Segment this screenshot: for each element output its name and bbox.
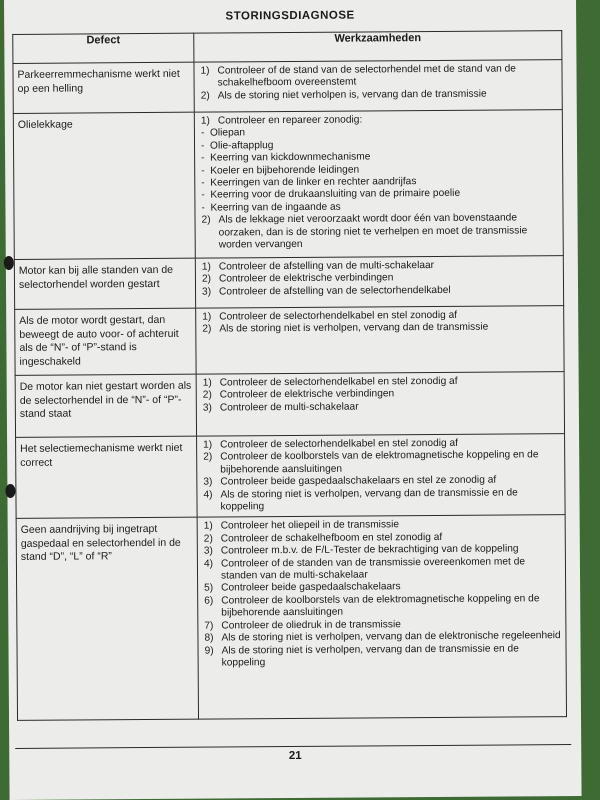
work-item-number: 4) [203, 558, 214, 570]
work-item-text: Controleer de oliedruk in de transmissie [221, 618, 401, 632]
work-item-text: Controleer beide gaspedaalschakelaars [221, 581, 401, 594]
work-item [200, 63, 557, 90]
work-cell [196, 306, 564, 375]
defect-cell: Olielekkage [13, 112, 195, 259]
work-item-number: 6) [204, 595, 214, 607]
binder-hole [4, 256, 14, 270]
defect-cell: De motor kan niet gestart worden als de selectorhendel in de “N”- of “P”-stand staat [15, 374, 196, 437]
work-item-number: 1) [200, 115, 210, 127]
work-item-number: 3) [203, 476, 213, 488]
work-item [205, 643, 562, 670]
work-item-number: 2) [202, 323, 212, 336]
work-item-text: Olie-aftapplug [209, 139, 274, 152]
work-item [202, 212, 559, 252]
work-item-number: 2) [201, 214, 211, 226]
defect-cell: Het selectiemechanisme werkt niet correct [16, 436, 198, 519]
defect-header: Defect [13, 33, 194, 63]
work-item-number: 4) [203, 489, 213, 501]
work-item [204, 556, 561, 583]
work-item-text: Keerring van de ingaande as [210, 201, 341, 214]
work-item-text: Controleer de schakelhefboom en stel zonodig af [220, 531, 443, 545]
work-cell [195, 256, 563, 309]
table-row [16, 434, 566, 519]
work-cell [194, 110, 563, 259]
work-item-number: 2) [201, 273, 212, 286]
work-item-text: Controleer de selectorhendelkabel en stel zonodig af [219, 309, 458, 323]
table-row [13, 60, 562, 114]
work-item-number: 1) [203, 520, 213, 533]
work-item-number: 2) [200, 90, 210, 102]
work-item-number: - [200, 128, 205, 140]
work-item-number: 3) [202, 286, 212, 298]
work-item-number: - [200, 140, 205, 152]
table-row [15, 306, 564, 376]
work-item-text: Als de storing niet verholpen is, vervang dan de transmissie [217, 88, 487, 102]
work-item-number: - [201, 190, 205, 202]
work-cell [194, 60, 562, 113]
work-item-text: Koeler en bijbehorende leidingen [210, 164, 360, 177]
work-item-text: Als de storing niet is verholpen, vervang dan de elektronische regeleenheid [221, 630, 561, 644]
work-item [203, 487, 560, 514]
work-item [202, 322, 559, 337]
work-item-number: 1) [202, 377, 212, 389]
work-item-text: Als de lekkage niet veroorzaakt wordt door één van bovenstaande oorzaken, dan is de storing niet te verhelpen en moet de transmissie worden vervangen [218, 212, 528, 251]
table-row [13, 110, 563, 260]
work-item-number: - [201, 202, 205, 214]
work-cell [197, 515, 566, 720]
work-item-number: 5) [204, 583, 214, 595]
defect-cell: Motor kan bij alle standen van de selectorhendel worden gestart [14, 258, 195, 309]
work-item-number: - [201, 177, 205, 189]
work-item-number: 9) [204, 645, 214, 657]
work-item-text: Controleer de afstelling van de multi-schakelaar [218, 260, 435, 273]
work-item-text: Controleer beide gaspedaalschakelaars en stel ze zonodig af [220, 474, 497, 488]
defect-cell: Parkeerremmechanisme werkt niet op een helling [13, 62, 194, 113]
work-item-text: Controleer de koolborstels van de elektromagnetische koppeling en de bijbehorende aansluitingen [220, 449, 539, 476]
work-item-number: 3) [202, 402, 212, 414]
work-item-text: Controleer de koolborstels van de elektromagnetische koppeling en de bijbehorende aansluitingen [221, 593, 540, 619]
work-item-text: Controleer de elektrische verbindingen [218, 272, 394, 285]
table-row [15, 372, 564, 438]
work-item-text: Controleer de afstelling van de selectorhendelkabel [219, 284, 451, 298]
work-item-number: - [201, 165, 205, 177]
defect-cell: Als de motor wordt gestart, dan beweegt de auto voor- of achteruit als de “N”- of “P”-stand is ingeschakeld [15, 308, 196, 375]
work-item-number: 1) [200, 65, 210, 77]
work-item [201, 88, 558, 103]
work-item-text: Als de storing niet is verholpen, vervang dan de transmissie en de koppeling [221, 642, 519, 669]
work-item-number: 7) [204, 620, 214, 632]
work-item-number: 1) [201, 261, 211, 273]
work-item [203, 450, 560, 477]
work-item-number: 2) [203, 451, 213, 464]
work-item-number: - [201, 152, 205, 164]
diagnosis-table [12, 30, 567, 721]
manual-page [4, 0, 582, 800]
work-item [203, 400, 560, 415]
work-item [202, 284, 559, 299]
work-item-text: Keerringen van de linker en rechter aandrijfas [210, 176, 417, 189]
work-item-text: Keerring voor de drukaansluiting van de primaire poelie [210, 188, 461, 202]
work-item-text: Als de storing niet is verholpen, vervang dan de transmissie [219, 322, 489, 335]
work-header: Werkzaamheden [194, 31, 562, 63]
work-item-text: Controleer de selectorhendelkabel en stel zonodig af [220, 437, 459, 451]
work-item-text: Controleer de multi-schakelaar [219, 401, 359, 414]
table-row [14, 256, 563, 310]
work-item-number: 3) [203, 545, 213, 557]
defect-cell: Geen aandrijving bij ingetrapt gaspedaal en selectorhendel in de stand “D”, “L” of “R” [16, 518, 198, 721]
work-cell [197, 434, 566, 518]
table-header-row [13, 31, 562, 64]
work-item-number: 1) [203, 439, 213, 451]
work-item-text: Controleer of de stand van de selectorhendel met de stand van de schakelhefboom overeenstemt [217, 63, 517, 89]
work-item-text: Controleer m.b.v. de F/L-Tester de bekrachtiging van de koppeling [220, 543, 519, 557]
page-title: STORINGSDIAGNOSE [225, 9, 355, 23]
work-item [204, 593, 561, 620]
work-item-text: Controleer de elektrische verbindingen [219, 388, 395, 401]
work-item-text: Controleer de selectorhendelkabel en stel zonodig af [219, 375, 458, 389]
binder-hole [5, 484, 15, 498]
work-item-number: 8) [204, 632, 214, 644]
work-item-text: Keerring van kickdownmechanisme [210, 151, 371, 164]
work-cell [196, 372, 564, 437]
work-item-number: 2) [203, 533, 213, 545]
work-item-text: Controleer het oliepeil in de transmissie [220, 519, 400, 532]
table-row [16, 515, 566, 721]
work-item-number: 1) [202, 311, 212, 323]
page-number: 21 [288, 749, 302, 763]
work-item-number: 2) [202, 389, 212, 402]
work-item-text: Als de storing niet is verholpen, vervang dan de transmissie en de koppeling [220, 487, 518, 513]
work-item-text: Oliepan [209, 127, 246, 139]
work-item-text: Controleer en repareer zonodig: [217, 114, 363, 127]
work-item-text: Controleer of de standen van de transmissie overeenkomen met de standen van de multi-schakelaar [220, 556, 526, 582]
